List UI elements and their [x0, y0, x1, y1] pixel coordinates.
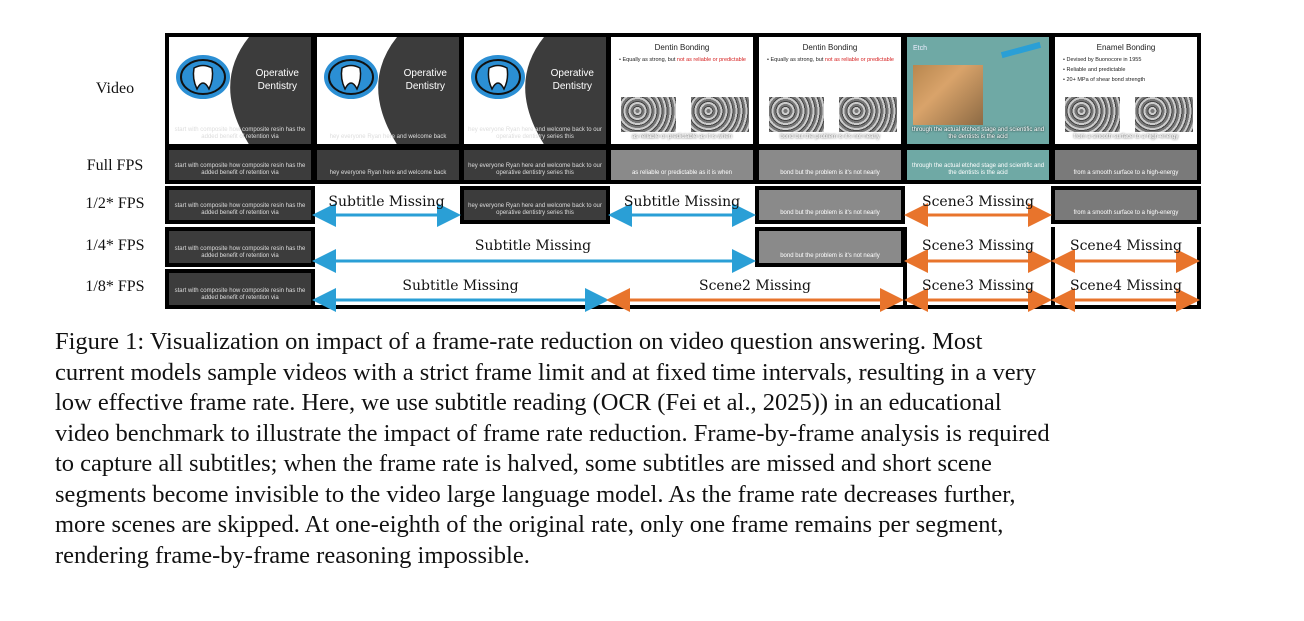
slide-bullet: • Equally as strong, but not as reliable or predictable — [767, 57, 894, 63]
row-label-full-fps: Full FPS — [86, 157, 144, 174]
caption-line-8: rendering frame-by-frame reasoning impossible. — [55, 541, 530, 569]
label-eighth-scene3: Scene3 Missing — [921, 278, 1034, 294]
label-half-subtitle-1: Subtitle Missing — [328, 194, 445, 210]
subtitle-text: as reliable or predictable as it is when — [631, 170, 733, 176]
subtitle-text: as reliable or predictable as it is when — [631, 134, 733, 140]
subtitle-text: start with composite how composite resin has the added benefit of retention via — [174, 203, 306, 216]
row-label-video: Video — [95, 80, 135, 97]
subtitle-text: bond but the problem is it's not nearly — [780, 170, 880, 176]
slide-bullet: • Equally as strong, but not as reliable or predictable — [619, 57, 746, 63]
label-eighth-scene4: Scene4 Missing — [1069, 278, 1182, 294]
slide-title-etch: Etch — [913, 45, 928, 52]
row-label-eighth-fps: 1/8* FPS — [85, 278, 145, 295]
subtitle-text: start with composite how composite resin has the added benefit of retention via — [174, 127, 306, 140]
caption-line-2: current models sample videos with a strict frame limit and at fixed time intervals, resulting in a very — [55, 358, 1037, 386]
slide-title-dentin: Dentin Bonding — [802, 43, 858, 52]
label-quarter-scene3: Scene3 Missing — [921, 238, 1034, 254]
figure-caption — [55, 327, 1250, 571]
subtitle-text: bond but the problem is it's not nearly — [780, 134, 880, 140]
slide-title-enamel: Enamel Bonding — [1096, 43, 1156, 52]
caption-line-1: Figure 1: Visualization on impact of a frame-rate reduction on video question answering. Most — [55, 328, 983, 355]
row-label-quarter-fps: 1/4* FPS — [85, 237, 145, 254]
subtitle-text: from a smooth surface to a high-energy — [1073, 210, 1179, 216]
subtitle-text: hey everyone Ryan here and welcome back to our operative dentistry series this — [468, 203, 602, 216]
label-quarter-scene4: Scene4 Missing — [1069, 238, 1182, 254]
subtitle-text: from a smooth surface to a high-energy — [1073, 134, 1179, 140]
subtitle-text: through the actual etched stage and scientific and the dentists is the acid — [911, 127, 1045, 140]
caption-line-4: video benchmark to illustrate the impact of frame rate reduction. Frame-by-frame analysis is required — [55, 419, 1050, 447]
subtitle-text: hey everyone Ryan here and welcome back — [329, 170, 447, 176]
subtitle-text: start with composite how composite resin has the added benefit of retention via — [174, 246, 306, 259]
subtitle-text: bond but the problem is it's not nearly — [780, 210, 880, 216]
label-half-scene3: Scene3 Missing — [921, 194, 1034, 210]
label-eighth-subtitle: Subtitle Missing — [402, 278, 519, 294]
subtitle-text: hey everyone Ryan here and welcome back to our operative dentistry series this — [468, 127, 602, 140]
label-eighth-scene2: Scene2 Missing — [698, 278, 811, 294]
slide-title-operative: Operative Dentistry — [255, 68, 299, 92]
subtitle-text: from a smooth surface to a high-energy — [1073, 170, 1179, 176]
caption-line-5: to capture all subtitles; when the frame rate is halved, some subtitles are missed and short scene — [55, 450, 992, 477]
slide-bullet-1: • Devised by Buonocore in 1955 — [1063, 57, 1142, 63]
subtitle-text: bond but the problem is it's not nearly — [780, 253, 880, 259]
slide-title-dentin: Dentin Bonding — [654, 43, 710, 52]
subtitle-text: hey everyone Ryan here and welcome back to our operative dentistry series this — [468, 163, 602, 176]
label-half-subtitle-2: Subtitle Missing — [623, 194, 741, 210]
slide-bullet-3: • 20+ MPa of shear bond strength — [1063, 77, 1146, 83]
caption-line-7: more scenes are skipped. At one-eighth of the original rate, only one frame remains per segment, — [55, 511, 1004, 538]
caption-line-3: low effective frame rate. Here, we use subtitle reading (OCR (Fei et al., 2025)) in an educational — [55, 389, 1002, 416]
label-quarter-subtitle: Subtitle Missing — [474, 238, 592, 254]
subtitle-text: start with composite how composite resin has the added benefit of retention via — [174, 288, 306, 301]
caption-line-6: segments become invisible to the video large language model. As the frame rate decreases further, — [55, 480, 1016, 508]
slide-title-operative: Operative Dentistry — [403, 68, 447, 92]
subtitle-text: hey everyone Ryan here and welcome back — [329, 134, 447, 140]
row-label-half-fps: 1/2* FPS — [85, 195, 145, 212]
subtitle-text: through the actual etched stage and scientific and the dentists is the acid — [911, 163, 1045, 176]
slide-title-operative: Operative Dentistry — [550, 68, 594, 92]
subtitle-text: start with composite how composite resin has the added benefit of retention via — [174, 163, 306, 176]
slide-bullet-2: • Reliable and predictable — [1063, 67, 1126, 73]
